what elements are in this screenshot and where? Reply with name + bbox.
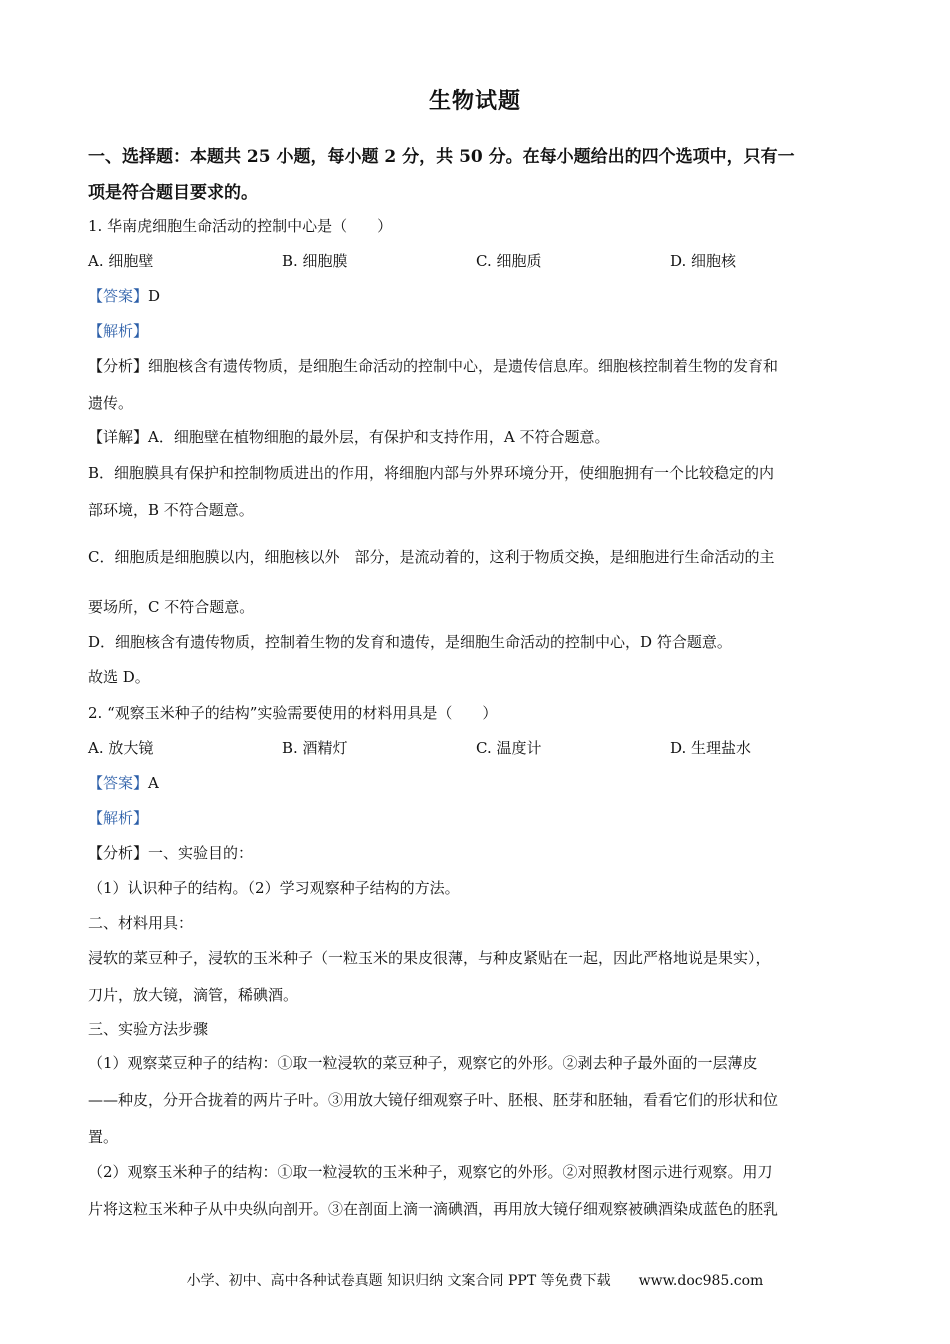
q1-xiangjie-c2: 要场所，C 不符合题意。	[88, 598, 255, 616]
answer-tag: 【答案】	[88, 287, 149, 305]
q2-stem: 2. “观察玉米种子的结构”实验需要使用的材料用具是（ ）	[88, 704, 498, 722]
fenxi-tag: 【分析】	[88, 844, 149, 862]
q2-fenxi-text1: 一、实验目的：	[148, 844, 254, 862]
q2-line-6: 三、实验方法步骤	[88, 1020, 209, 1038]
q2-line-2: （1）认识种子的结构。（2）学习观察种子结构的方法。	[88, 879, 460, 897]
q1-option-c: C. 细胞质	[476, 252, 542, 270]
page-title: 生物试题	[428, 88, 521, 114]
xiangjie-tag: 【详解】	[88, 428, 149, 446]
q1-xiangjie-d: D．细胞核含有遗传物质，控制着生物的发育和遗传，是细胞生命活动的控制中心，D 符合题意。	[88, 633, 732, 651]
q2-line-7: （1）观察菜豆种子的结构：①取一粒浸软的菜豆种子，观察它的外形。②剥去种子最外面的一层薄皮	[88, 1054, 758, 1072]
q1-xiangjie-c1: C．细胞质是细胞膜以内，细胞核以外 部分，是流动着的，这利于物质交换，是细胞进行生命活动的主	[88, 548, 775, 566]
q1-fenxi-text1: 细胞核含有遗传物质，是细胞生命活动的控制中心，是遗传信息库。细胞核控制着生物的发育和	[148, 357, 779, 375]
q2-fenxi-line1	[88, 842, 253, 863]
fenxi-tag: 【分析】	[88, 357, 149, 375]
q1-answer: D	[148, 287, 161, 305]
page-footer: 小学、初中、高中各种试卷真题 知识归纳 文案合同 PPT 等免费下载 www.doc985.com	[186, 1273, 764, 1289]
q2-line-10: （2）观察玉米种子的结构：①取一粒浸软的玉米种子，观察它的外形。②对照教材图示进行观察。用刀	[88, 1163, 773, 1181]
q2-option-a: A. 放大镜	[88, 739, 154, 757]
q2-analysis-line	[88, 807, 148, 828]
q1-xiangjie-a	[88, 426, 609, 447]
q2-answer: A	[148, 774, 159, 792]
section-heading-line2: 项是符合题目要求的。	[88, 183, 258, 203]
q1-option-d: D. 细胞核	[670, 252, 737, 270]
q2-line-9: 置。	[88, 1128, 119, 1146]
q1-xiangjie-b1: B．细胞膜具有保护和控制物质进出的作用，将细胞内部与外界环境分开，使细胞拥有一个比较稳定的内	[88, 464, 775, 482]
q2-line-8: ——种皮，分开合拢着的两片子叶。③用放大镜仔细观察子叶、胚根、胚芽和胚轴，看看它们的形状和位	[88, 1091, 779, 1109]
q2-line-5: 刀片，放大镜，滴管，稀碘酒。	[88, 986, 299, 1004]
q1-fenxi-line1	[88, 355, 778, 376]
q2-option-c: C. 温度计	[476, 739, 542, 757]
q1-answer-line	[88, 285, 160, 306]
q2-option-d: D. 生理盐水	[670, 739, 752, 757]
q1-conclusion: 故选 D。	[88, 668, 150, 686]
answer-tag: 【答案】	[88, 774, 149, 792]
q2-line-4: 浸软的菜豆种子，浸软的玉米种子（一粒玉米的果皮很薄，与种皮紧贴在一起，因此严格地说是果实），	[88, 949, 771, 967]
q1-option-a: A. 细胞壁	[88, 252, 154, 270]
section-heading-line1: 一、选择题：本题共 25 小题，每小题 2 分，共 50 分。在每小题给出的四个选项中，只有一	[88, 147, 795, 167]
q1-option-b: B. 细胞膜	[282, 252, 348, 270]
q1-stem: 1. 华南虎细胞生命活动的控制中心是（ ）	[88, 217, 393, 235]
q1-analysis-line	[88, 320, 148, 341]
analysis-tag: 【解析】	[88, 322, 149, 340]
analysis-tag: 【解析】	[88, 809, 149, 827]
q1-xiangjie-a-text: A．细胞壁在植物细胞的最外层，有保护和支持作用，A 不符合题意。	[148, 428, 610, 446]
q2-line-11: 片将这粒玉米种子从中央纵向剖开。③在剖面上滴一滴碘酒，再用放大镜仔细观察被碘酒染成蓝色的胚乳	[88, 1200, 779, 1218]
q1-fenxi-line2: 遗传。	[88, 394, 134, 412]
q2-option-b: B. 酒精灯	[282, 739, 348, 757]
q1-xiangjie-b2: 部环境，B 不符合题意。	[88, 501, 254, 519]
q2-answer-line	[88, 772, 159, 793]
q2-line-3: 二、材料用具：	[88, 914, 194, 932]
